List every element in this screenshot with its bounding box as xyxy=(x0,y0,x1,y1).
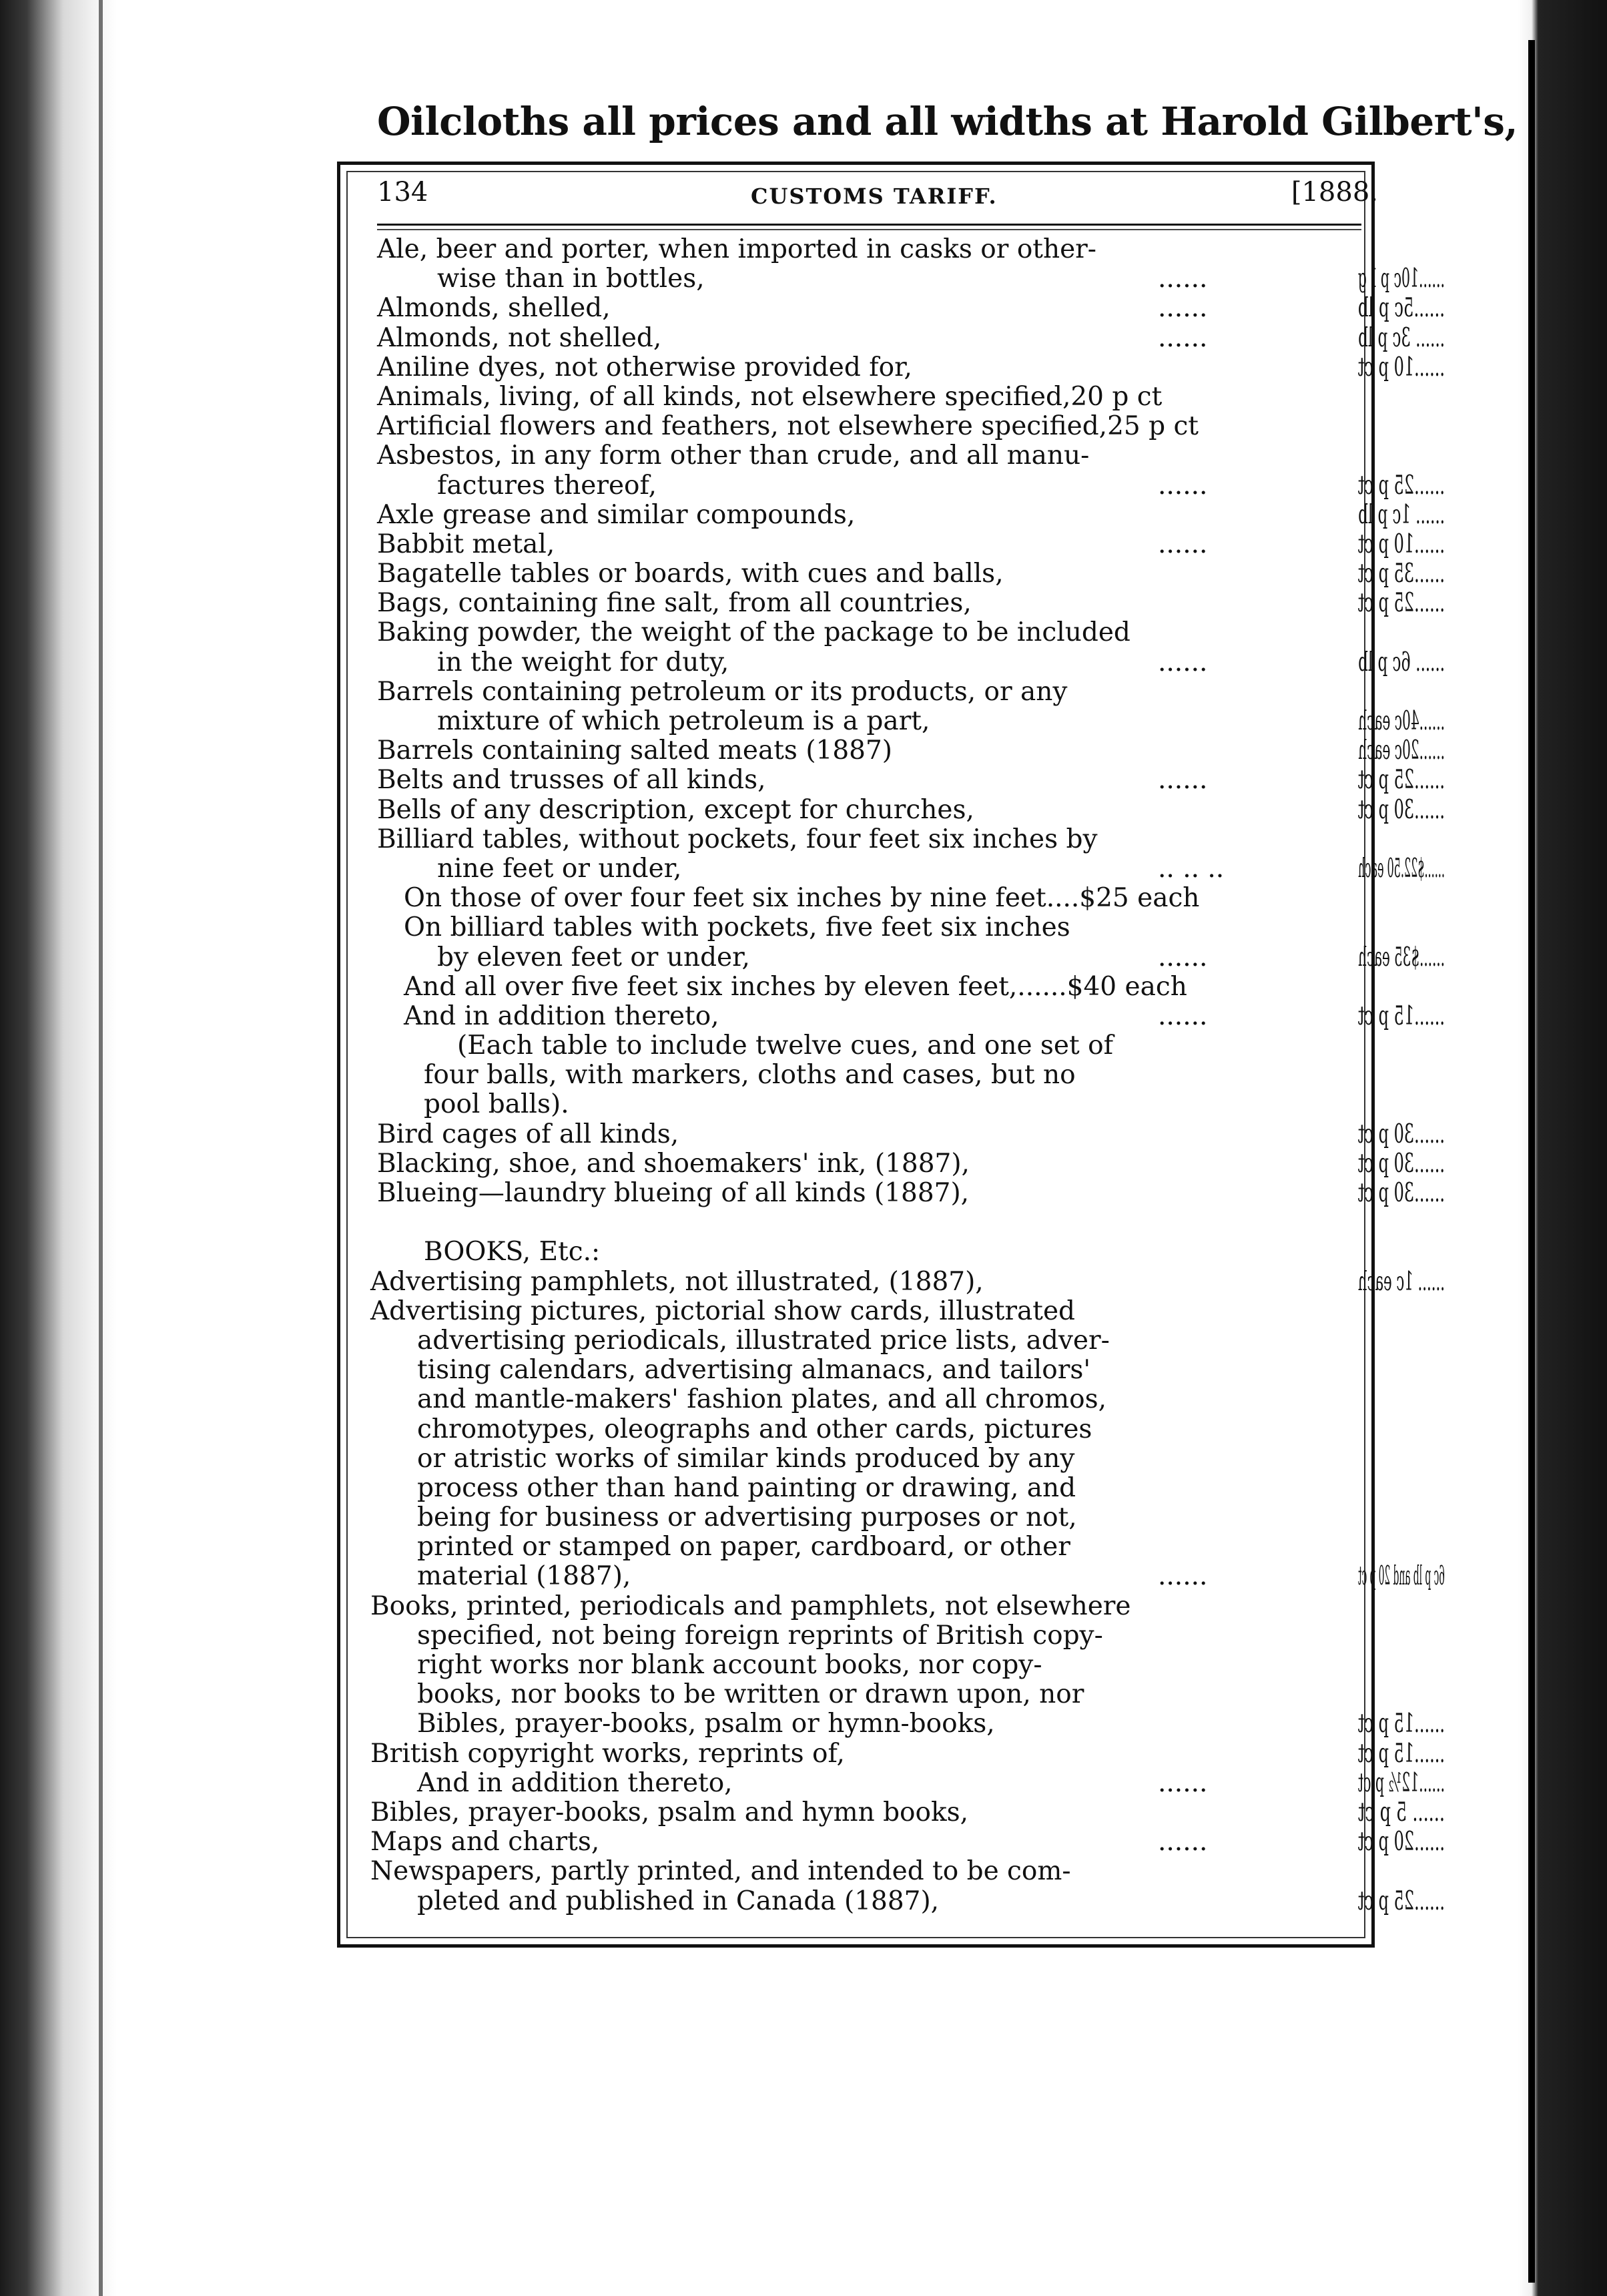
tariff-item-text: Asbestos, in any form other than crude, and all manu- xyxy=(377,441,1090,471)
tariff-line xyxy=(370,293,1445,324)
tariff-rate: ......12½ p ct xyxy=(1357,1767,1445,1798)
tariff-item-text: wise than in bottles, xyxy=(437,264,705,294)
tariff-item-text: Babbit metal, xyxy=(377,529,555,559)
tariff-rate: ......$22.50 each xyxy=(1358,853,1445,884)
tariff-line xyxy=(370,794,1445,825)
tariff-item-text: Almonds, shelled, xyxy=(377,293,611,324)
tariff-line xyxy=(370,1738,1445,1769)
tariff-item-text: right works nor blank account books, nor copy- xyxy=(417,1650,1042,1680)
header-rule xyxy=(377,224,1361,226)
tariff-line xyxy=(370,1119,1445,1149)
tariff-rate: ...... 6c p lb xyxy=(1358,647,1445,677)
tariff-line xyxy=(370,1797,1445,1827)
tariff-rate: ...... 5 p ct xyxy=(1358,1797,1445,1827)
tariff-line xyxy=(370,382,1358,412)
tariff-item-text: Ale, beer and porter, when imported in casks or other- xyxy=(377,234,1096,264)
tariff-item-text: Barrels containing petroleum or its products, or any xyxy=(377,676,1068,707)
tariff-item-text: Blueing—laundry blueing of all kinds (1887), xyxy=(377,1178,970,1208)
tariff-line xyxy=(370,1827,1445,1857)
tariff-item-text: Barrels containing salted meats (1887) xyxy=(377,736,893,766)
tariff-line xyxy=(370,352,1445,382)
tariff-line xyxy=(370,322,1445,353)
running-title: CUSTOMS TARIFF. xyxy=(751,184,998,209)
tariff-line xyxy=(370,1000,1445,1031)
advert-banner: Oilcloths all prices and all widths at Harold Gilbert's, xyxy=(377,99,1518,144)
tariff-line xyxy=(370,1385,1358,1414)
tariff-rate: ...... 1c each xyxy=(1357,1266,1445,1297)
scan-right-edge xyxy=(1528,40,1535,2283)
tariff-item-text: being for business or advertising purposes or not, xyxy=(417,1502,1077,1533)
tariff-line xyxy=(370,1621,1358,1651)
tariff-line xyxy=(370,1326,1358,1356)
tariff-rate: ......25 p ct xyxy=(1357,765,1445,796)
tariff-item-text: Maps and charts, xyxy=(370,1827,600,1857)
tariff-rate: ......10 p ct xyxy=(1357,529,1445,559)
tariff-line xyxy=(370,853,1445,884)
dot-leader: ...... xyxy=(1158,1827,1208,1857)
tariff-rate: ......30 p ct xyxy=(1357,1119,1445,1149)
tariff-line xyxy=(370,559,1445,589)
tariff-item-text: specified, not being foreign reprints of British copy- xyxy=(417,1620,1103,1651)
dot-leader: ...... xyxy=(1158,1000,1208,1031)
tariff-rate: ......30 p ct xyxy=(1357,1148,1445,1179)
tariff-line xyxy=(370,529,1445,559)
tariff-line xyxy=(370,618,1358,647)
tariff-rate: ......25 p ct xyxy=(1357,470,1445,501)
tariff-item-text: pool balls). xyxy=(424,1089,569,1120)
tariff-item-text: Bells of any description, except for churches, xyxy=(377,794,974,825)
tariff-item-text: Blacking, shoe, and shoemakers' ink, (1887), xyxy=(377,1148,970,1179)
tariff-rate: ......30 p ct xyxy=(1357,1178,1445,1208)
header-rule-thin xyxy=(377,229,1361,230)
tariff-item-text: British copyright works, reprints of, xyxy=(370,1738,845,1769)
tariff-line xyxy=(370,736,1445,766)
tariff-line xyxy=(370,1474,1358,1503)
tariff-rate: ......20c each xyxy=(1358,736,1445,766)
tariff-item-text: Belts and trusses of all kinds, xyxy=(377,765,766,796)
tariff-item-text: by eleven feet or under, xyxy=(437,942,750,972)
tariff-item-text: Advertising pictures, pictorial show cards, illustrated xyxy=(370,1296,1076,1326)
tariff-line xyxy=(370,1886,1445,1916)
dot-leader: ...... xyxy=(1158,264,1208,294)
tariff-line xyxy=(370,1857,1358,1886)
tariff-line xyxy=(370,825,1358,854)
tariff-item-text: and mantle-makers' fashion plates, and all chromos, xyxy=(417,1384,1107,1415)
dot-leader: ...... xyxy=(1158,1767,1208,1798)
tariff-item-text: Bibles, prayer-books, psalm or hymn-books, xyxy=(417,1709,995,1739)
tariff-item-text: Aniline dyes, not otherwise provided for, xyxy=(377,352,912,382)
tariff-rate: ......20 p ct xyxy=(1357,1827,1445,1857)
tariff-line xyxy=(370,1680,1358,1709)
dot-leader: ...... xyxy=(1158,765,1208,796)
tariff-item-text: in the weight for duty, xyxy=(437,647,729,677)
tariff-item-text: Almonds, not shelled, xyxy=(377,322,662,353)
tariff-rate: ......15 p ct xyxy=(1357,1709,1445,1739)
tariff-line xyxy=(370,235,1358,264)
tariff-item-text: nine feet or under, xyxy=(437,853,682,884)
dot-leader: ...... xyxy=(1158,942,1208,972)
tariff-line xyxy=(370,1767,1445,1798)
tariff-line xyxy=(370,499,1445,530)
tariff-line xyxy=(370,677,1358,707)
tariff-rate: ...... 3c p lb xyxy=(1358,322,1445,353)
running-header xyxy=(377,177,1378,220)
tariff-item-text: pleted and published in Canada (1887), xyxy=(417,1886,940,1916)
tariff-line xyxy=(370,972,1358,1002)
tariff-item-text: Books, printed, periodicals and pamphlets, not elsewhere xyxy=(370,1591,1131,1621)
tariff-item-text: printed or stamped on paper, cardboard, or other xyxy=(417,1532,1070,1562)
tariff-item-text: Newspapers, partly printed, and intended to be com- xyxy=(370,1856,1071,1887)
tariff-rate: ......$35 each xyxy=(1358,942,1445,972)
tariff-item-text: advertising periodicals, illustrated price lists, adver- xyxy=(417,1325,1110,1356)
tariff-rate: ......15 p ct xyxy=(1357,1000,1445,1031)
year-label: [1888. xyxy=(1291,177,1378,208)
tariff-item-text: Bird cages of all kinds, xyxy=(377,1119,679,1149)
tariff-line xyxy=(370,1503,1358,1532)
tariff-entries xyxy=(370,234,1445,1916)
tariff-line xyxy=(370,942,1445,972)
tariff-line xyxy=(370,470,1445,501)
tariff-line xyxy=(370,1709,1445,1739)
tariff-rate: 6c p lb and 20 p ct xyxy=(1358,1561,1445,1592)
tariff-item-text: four balls, with markers, cloths and cases, but no xyxy=(424,1060,1076,1091)
tariff-item-text: Artificial flowers and feathers, not elsewhere specified,25 p ct xyxy=(377,411,1199,442)
dot-leader: ...... xyxy=(1158,470,1208,501)
tariff-rate: ......40c each xyxy=(1358,706,1445,736)
tariff-line xyxy=(370,1561,1445,1592)
scan-binding-shadow xyxy=(99,0,103,2296)
tariff-item-text: Bagatelle tables or boards, with cues and balls, xyxy=(377,559,1004,589)
tariff-line xyxy=(370,1444,1358,1474)
tariff-line xyxy=(370,913,1358,942)
tariff-rate: ......10 p ct xyxy=(1357,352,1445,382)
tariff-line xyxy=(370,1148,1445,1179)
tariff-line xyxy=(370,884,1358,913)
tariff-rate: ......30 p ct xyxy=(1357,794,1445,825)
tariff-item-text: chromotypes, oleographs and other cards, pictures xyxy=(417,1414,1092,1444)
tariff-rate: ......25 p ct xyxy=(1357,588,1445,619)
tariff-line xyxy=(370,1178,1445,1208)
tariff-item-text: On billiard tables with pockets, five feet six inches xyxy=(404,912,1070,943)
tariff-line xyxy=(370,1061,1358,1090)
tariff-line xyxy=(370,441,1358,471)
dot-leader: .. .. .. xyxy=(1158,853,1225,884)
tariff-item-text: On those of over four feet six inches by nine feet....$25 each xyxy=(404,883,1200,914)
tariff-line xyxy=(370,588,1445,619)
tariff-line xyxy=(370,647,1445,677)
tariff-item-text: Animals, living, of all kinds, not elsewhere specified,20 p ct xyxy=(377,381,1163,412)
tariff-line xyxy=(370,412,1358,441)
tariff-line xyxy=(370,1532,1358,1562)
dot-leader: ...... xyxy=(1158,647,1208,677)
tariff-line xyxy=(370,1031,1358,1061)
tariff-rate: ......25 p ct xyxy=(1357,1886,1445,1916)
page-number: 134 xyxy=(377,177,428,208)
tariff-line xyxy=(370,765,1445,796)
tariff-item-text: Baking powder, the weight of the package to be included xyxy=(377,617,1131,648)
tariff-rate: ......35 p ct xyxy=(1357,559,1445,589)
tariff-line xyxy=(370,1237,1358,1267)
tariff-line xyxy=(370,1415,1358,1444)
tariff-rate: ...... 1c p lb xyxy=(1358,499,1445,530)
tariff-line xyxy=(370,1208,1358,1237)
tariff-item-text: factures thereof, xyxy=(437,470,657,501)
tariff-item-text: material (1887), xyxy=(417,1561,631,1592)
tariff-line xyxy=(370,1356,1358,1385)
tariff-item-text: Billiard tables, without pockets, four feet six inches by xyxy=(377,824,1098,854)
tariff-line xyxy=(370,706,1445,736)
tariff-item-text: Advertising pamphlets, not illustrated, (1887), xyxy=(370,1266,984,1297)
dot-leader: ...... xyxy=(1158,1561,1208,1592)
tariff-item-text: Bibles, prayer-books, psalm and hymn books, xyxy=(370,1797,969,1827)
tariff-item-text: tising calendars, advertising almanacs, and tailors' xyxy=(417,1355,1091,1386)
tariff-item-text: or atristic works of similar kinds produced by any xyxy=(417,1443,1075,1474)
tariff-item-text: And in addition thereto, xyxy=(404,1000,719,1031)
tariff-line xyxy=(370,1592,1358,1621)
tariff-item-text: BOOKS, Etc.: xyxy=(424,1237,601,1267)
tariff-item-text: And in addition thereto, xyxy=(417,1767,733,1798)
dot-leader: ...... xyxy=(1158,322,1208,353)
tariff-line xyxy=(370,1297,1358,1326)
tariff-rate: ......10c p I g xyxy=(1357,264,1445,294)
tariff-item-text: And all over five feet six inches by eleven feet,......$40 each xyxy=(404,971,1187,1002)
tariff-item-text: Bags, containing fine salt, from all countries, xyxy=(377,588,972,619)
dot-leader: ...... xyxy=(1158,529,1208,559)
tariff-line xyxy=(370,1651,1358,1680)
tariff-item-text: (Each table to include twelve cues, and one set of xyxy=(457,1031,1113,1061)
tariff-line xyxy=(370,1090,1358,1119)
tariff-line xyxy=(370,264,1445,294)
tariff-item-text: books, nor books to be written or drawn upon, nor xyxy=(417,1679,1084,1710)
tariff-item-text: process other than hand painting or drawing, and xyxy=(417,1472,1076,1503)
tariff-item-text: mixture of which petroleum is a part, xyxy=(437,706,930,736)
dot-leader: ...... xyxy=(1158,293,1208,324)
tariff-rate: ......15 p ct xyxy=(1357,1738,1445,1769)
tariff-item-text: Axle grease and similar compounds, xyxy=(377,499,856,530)
tariff-line xyxy=(370,1266,1445,1297)
tariff-rate: ......5c p lb xyxy=(1357,293,1445,324)
